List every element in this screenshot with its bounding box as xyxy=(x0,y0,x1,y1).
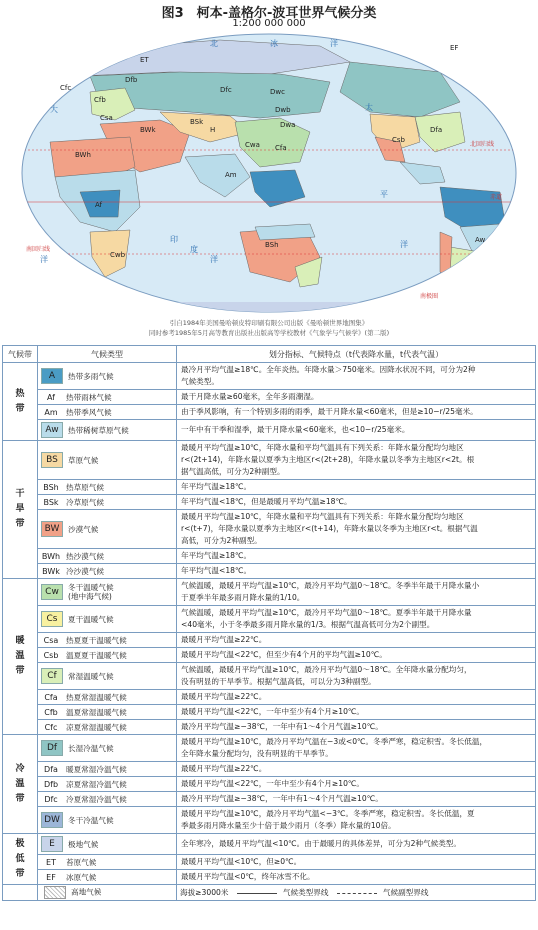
climate-code: Csb xyxy=(43,650,59,660)
region-code: Dwb xyxy=(275,106,291,114)
climate-code: Dfb xyxy=(43,779,59,789)
climate-type-label: 热带季风气候 xyxy=(66,407,112,417)
australia-aw xyxy=(255,224,315,240)
region-code: Cfc xyxy=(60,84,72,92)
tropic-of-capricorn-label: 南回归线 xyxy=(26,246,51,253)
climate-swatch: Cw xyxy=(41,584,63,600)
climate-criteria: 最干月降水量≥60毫米，全年多雨潮湿。 xyxy=(177,390,536,405)
legend-row xyxy=(3,777,536,792)
climate-criteria: 最暖月平均气温<22℃，一年中至少有4个月≥10℃。 xyxy=(177,777,536,792)
region-code: Cfb xyxy=(94,96,106,104)
legend-row xyxy=(3,663,536,690)
header-zone: 气候带 xyxy=(3,346,38,363)
legend-row xyxy=(3,705,536,720)
boundary-legend xyxy=(177,885,536,901)
climate-criteria: 最暖月平均气温≥10℃，年降水量和平均气温具有下列关系：年降水量分配均匀地区 r<(2t+14)，年降水量以夏季为主地区r<(2t+28)，年降水量以冬季为主地区r<2t。根 据气温高低，可分为2种副型。 xyxy=(177,441,536,480)
ocean-label: 北 xyxy=(210,39,218,48)
climate-type-label: 沙漠气候 xyxy=(68,524,99,534)
legend-row xyxy=(3,606,536,633)
legend-row xyxy=(3,390,536,405)
climate-criteria: 年平均气温≥18℃。 xyxy=(177,549,536,564)
climate-type-label: 热带稀树草原气候 xyxy=(68,425,129,435)
page-title: 图3 柯本-盖格尔-波耳世界气候分类 xyxy=(161,6,377,21)
climate-criteria: 一年中有干季和湿季，最干月降水量<60毫米，也<10−r/25毫米。 xyxy=(177,420,536,441)
climate-type-label: 热夏夏干温暖气候 xyxy=(66,635,127,645)
map-scale: 1:200 000 000 xyxy=(232,18,306,29)
climate-criteria: 最暖月平均气温≥22℃。 xyxy=(177,690,536,705)
climate-swatch: Cf xyxy=(41,668,63,684)
region-code: Cwb xyxy=(110,251,126,259)
climate-legend-table xyxy=(2,345,536,901)
climate-criteria: 年平均气温≥18℃。 xyxy=(177,480,536,495)
ocean-label: 洋 xyxy=(330,39,338,48)
legend-row xyxy=(3,579,536,606)
legend-row xyxy=(3,480,536,495)
climate-type-label: 苔原气候 xyxy=(66,857,97,867)
region-code: Dfb xyxy=(125,76,138,84)
legend-row xyxy=(3,363,536,390)
zone-char: 温 xyxy=(15,651,25,661)
climate-swatch: E xyxy=(41,836,63,852)
climate-criteria: 气候温暖，最暖月平均气温≥10℃，最冷月平均气温0～18℃。夏季半年最干月降水量 <40毫米，小于冬季最多雨月降水量的1/3。根据气温高低可分为2个副型。 xyxy=(177,606,536,633)
climate-code: BWk xyxy=(42,566,60,576)
climate-criteria: 最冷月平均气温≥−38℃，一年中有1～4个月气温≥10℃。 xyxy=(177,720,536,735)
region-code: BSk xyxy=(190,118,204,126)
climate-type-label: 长湿冷温气候 xyxy=(68,743,114,753)
subtype-boundary-label: 气候副型界线 xyxy=(382,888,429,897)
climate-code: Dfc xyxy=(44,794,58,804)
climate-type-label: 温夏夏干温暖气候 xyxy=(66,650,127,660)
climate-swatch: BS xyxy=(41,452,63,468)
legend-row xyxy=(3,510,536,549)
legend-row xyxy=(3,735,536,762)
legend-row xyxy=(3,633,536,648)
legend-row xyxy=(3,807,536,834)
climate-zone xyxy=(3,735,38,834)
region-code: Cfa xyxy=(275,144,287,152)
climate-type-label: 冷草原气候 xyxy=(66,497,104,507)
climate-type-label: 常湿温暖气候 xyxy=(68,671,114,681)
climate-type-label: 冰原气候 xyxy=(66,872,97,882)
climate-swatch: Df xyxy=(41,740,63,756)
region-code: H xyxy=(210,126,216,134)
climate-swatch: Cs xyxy=(41,611,63,627)
zone-char: 热 xyxy=(15,388,25,399)
climate-swatch: A xyxy=(41,368,63,384)
map-credit: 同时参考1985年5月高等教育出版社出版高等学校教材《气象学与气候学》(第二版) xyxy=(148,329,390,337)
zone-char: 暖 xyxy=(15,636,25,646)
climate-criteria: 最暖月平均气温≥10℃，年降水量和平均气温具有下列关系：年降水量分配均匀地区 r<(t+7)，年降水量以夏季为主地区r<(t+14)，年降水量以冬季为主地区r<t。根据气温 高低，可分为2种副型。 xyxy=(177,510,536,549)
ocean-label: 太 xyxy=(365,103,373,112)
climate-type-label: 凉夏常湿温暖气候 xyxy=(66,722,127,732)
climate-criteria: 最暖月平均气温<22℃，一年中至少有4个月≥10℃。 xyxy=(177,705,536,720)
climate-type-label: 冷夏常湿冷温气候 xyxy=(66,794,127,804)
zone-char: 带 xyxy=(15,403,25,414)
zone-char: 带 xyxy=(15,519,25,529)
climate-type-label: 热沙漠气候 xyxy=(66,551,104,561)
legend-row xyxy=(3,870,536,885)
climate-type-label: 凉夏常湿冷温气候 xyxy=(66,779,127,789)
zone-char: 带 xyxy=(15,793,25,804)
climate-zone xyxy=(3,579,38,735)
climate-type-label: 热带雨林气候 xyxy=(66,392,112,402)
subtype-boundary-line xyxy=(337,893,377,894)
climate-criteria: 最暖月平均气温<0℃，终年冰雪不化。 xyxy=(177,870,536,885)
climate-criteria: 最冷月平均气温≥−38℃，一年中有1～4个月气温≥10℃。 xyxy=(177,792,536,807)
zone-char: 带 xyxy=(15,666,25,676)
legend-row xyxy=(3,441,536,480)
altitude-note: 海拔≥3000米 xyxy=(180,888,229,897)
legend-row xyxy=(3,792,536,807)
climate-code: BWh xyxy=(41,551,61,561)
climate-code: Csa xyxy=(43,635,59,645)
region-code: Aw xyxy=(475,236,486,244)
legend-row xyxy=(3,549,536,564)
type-boundary-label: 气候类型界线 xyxy=(282,888,329,897)
climate-criteria: 最暖月平均气温≥10℃，最冷月平均气温<−3℃。冬季严寒，稳定积雪。冬长低温，夏 季最多雨月降水量至少十倍于最少雨月（冬季）降水量的10倍。 xyxy=(177,807,536,834)
region-code: Am xyxy=(225,171,237,179)
header-type: 气候类型 xyxy=(38,346,177,363)
legend-row xyxy=(3,405,536,420)
climate-criteria: 气候温暖，最暖月平均气温≥10℃，最冷月平均气温0～18℃。冬季半年最干月降水量小 于夏季半年最多雨月降水量的1/10。 xyxy=(177,579,536,606)
zone-char: 干 xyxy=(15,489,25,499)
zone-char: 低 xyxy=(15,853,25,864)
region-code: Csb xyxy=(392,136,405,144)
region-code: BWh xyxy=(75,151,91,159)
region-code: EF xyxy=(450,44,459,52)
region-code: Dfa xyxy=(430,126,443,134)
tropic-of-cancer-label: 北回归线 xyxy=(470,141,495,148)
region-code: Dfc xyxy=(220,86,232,94)
region-code: Dwa xyxy=(280,121,296,129)
climate-type-label: 极地气候 xyxy=(68,839,99,849)
map-credit: 引自1984年美国曼哈顿皮特印刷有限公司出版《曼哈顿世界地图集》 xyxy=(169,319,369,327)
region-code: Dwc xyxy=(270,88,285,96)
legend-row xyxy=(3,648,536,663)
climate-criteria: 最暖月平均气温<10℃，但≥0℃。 xyxy=(177,855,536,870)
zone-char: 冷 xyxy=(15,763,25,774)
region-code: BWk xyxy=(140,126,156,134)
climate-code: BSk xyxy=(43,497,59,507)
climate-criteria: 最冷月平均气温≥18℃。全年炎热。年降水量＞750毫米。因降水状况不同，可分为2种 气候类型。 xyxy=(177,363,536,390)
type-boundary-line xyxy=(237,893,277,894)
climate-criteria: 最暖月平均气温<22℃，但至少有4个月的平均气温≥10℃。 xyxy=(177,648,536,663)
climate-type-label: 夏干温暖气候 xyxy=(68,614,114,624)
climate-type-label: 热夏常湿温暖气候 xyxy=(66,692,127,702)
legend-row xyxy=(3,495,536,510)
region-code: Af xyxy=(95,201,103,209)
climate-type-label: 温夏常湿温暖气候 xyxy=(66,707,127,717)
antarctic-circle-label: 南极圈 xyxy=(420,293,439,300)
world-climate-map xyxy=(20,32,518,314)
ocean-label: 印 xyxy=(170,235,178,244)
climate-zone xyxy=(3,441,38,579)
climate-criteria: 由于季风影响，有一个特别多雨的雨季，最干月降水量<60毫米，但是≥10−r/25毫米。 xyxy=(177,405,536,420)
climate-code: Af xyxy=(46,392,55,402)
legend-row xyxy=(3,690,536,705)
highland-swatch xyxy=(44,886,66,899)
highland-legend: 高地气候 xyxy=(38,885,177,901)
zone-char: 旱 xyxy=(15,504,25,514)
climate-type-label: 冬干温暖气候 (地中海气候) xyxy=(68,583,114,601)
climate-code: EF xyxy=(46,872,56,882)
climate-criteria: 最暖月平均气温≥10℃，最冷月平均气温在−3或<0℃。冬季严寒，稳定积雪。冬长低温， 全年降水量分配均匀，没有明显的干旱季节。 xyxy=(177,735,536,762)
climate-code: Am xyxy=(44,407,58,417)
region-code: Csa xyxy=(100,114,113,122)
region-code: BSh xyxy=(265,241,279,249)
ocean-label: 洋 xyxy=(210,255,218,264)
legend-row xyxy=(3,855,536,870)
zone-char: 带 xyxy=(15,868,25,879)
climate-code: Cfb xyxy=(44,707,58,717)
legend-row xyxy=(3,420,536,441)
legend-row xyxy=(3,834,536,855)
climate-type-label: 暖夏常湿冷温气候 xyxy=(66,764,127,774)
climate-criteria: 年平均气温<18℃，但是最暖月平均气温≥18℃。 xyxy=(177,495,536,510)
climate-zone xyxy=(3,834,38,885)
region-code: ET xyxy=(140,56,149,64)
ocean-label: 平 xyxy=(380,190,388,199)
climate-criteria: 最暖月平均气温≥22℃。 xyxy=(177,633,536,648)
climate-zone xyxy=(3,363,38,441)
ocean-label: 度 xyxy=(190,245,198,254)
climate-code: ET xyxy=(46,857,56,867)
legend-row xyxy=(3,720,536,735)
climate-criteria: 气候温暖，最暖月平均气温≥10℃，最冷月平均气温0～18℃。全年降水量分配均匀， 没有明显的干旱季节。根据气温高低，可以分为3种副型。 xyxy=(177,663,536,690)
climate-code: Dfa xyxy=(44,764,58,774)
climate-criteria: 全年寒冷，最暖月平均气温<10℃。由于最暖月的具体差异，可分为2种气候类型。 xyxy=(177,834,536,855)
zone-char: 极 xyxy=(15,838,25,849)
climate-type-label: 草原气候 xyxy=(68,455,99,465)
climate-code: BSh xyxy=(43,482,59,492)
climate-type-label: 热草原气候 xyxy=(66,482,104,492)
climate-swatch: BW xyxy=(41,521,63,537)
climate-code: Cfa xyxy=(44,692,58,702)
climate-type-label: 热带多雨气候 xyxy=(68,371,114,381)
climate-type-label: 冬干冷温气候 xyxy=(68,815,114,825)
climate-criteria: 最暖月平均气温≥22℃。 xyxy=(177,762,536,777)
region-code: Cwa xyxy=(245,141,260,149)
ocean-label: 洋 xyxy=(400,240,408,249)
header-criteria: 划分指标、气候特点（t代表降水量，t代表气温） xyxy=(177,346,536,363)
ocean-label: 洋 xyxy=(40,255,48,264)
legend-row xyxy=(3,762,536,777)
legend-row xyxy=(3,564,536,579)
climate-criteria: 年平均气温<18℃。 xyxy=(177,564,536,579)
zone-char: 温 xyxy=(15,778,25,789)
climate-swatch: Aw xyxy=(41,422,63,438)
climate-swatch: DW xyxy=(41,812,63,828)
ocean-label: 大 xyxy=(50,105,58,114)
ocean-label: 冰 xyxy=(270,39,278,48)
equator-label: 赤道 xyxy=(490,194,503,201)
climate-code: Cfc xyxy=(44,722,58,732)
climate-type-label: 冷沙漠气候 xyxy=(66,566,104,576)
